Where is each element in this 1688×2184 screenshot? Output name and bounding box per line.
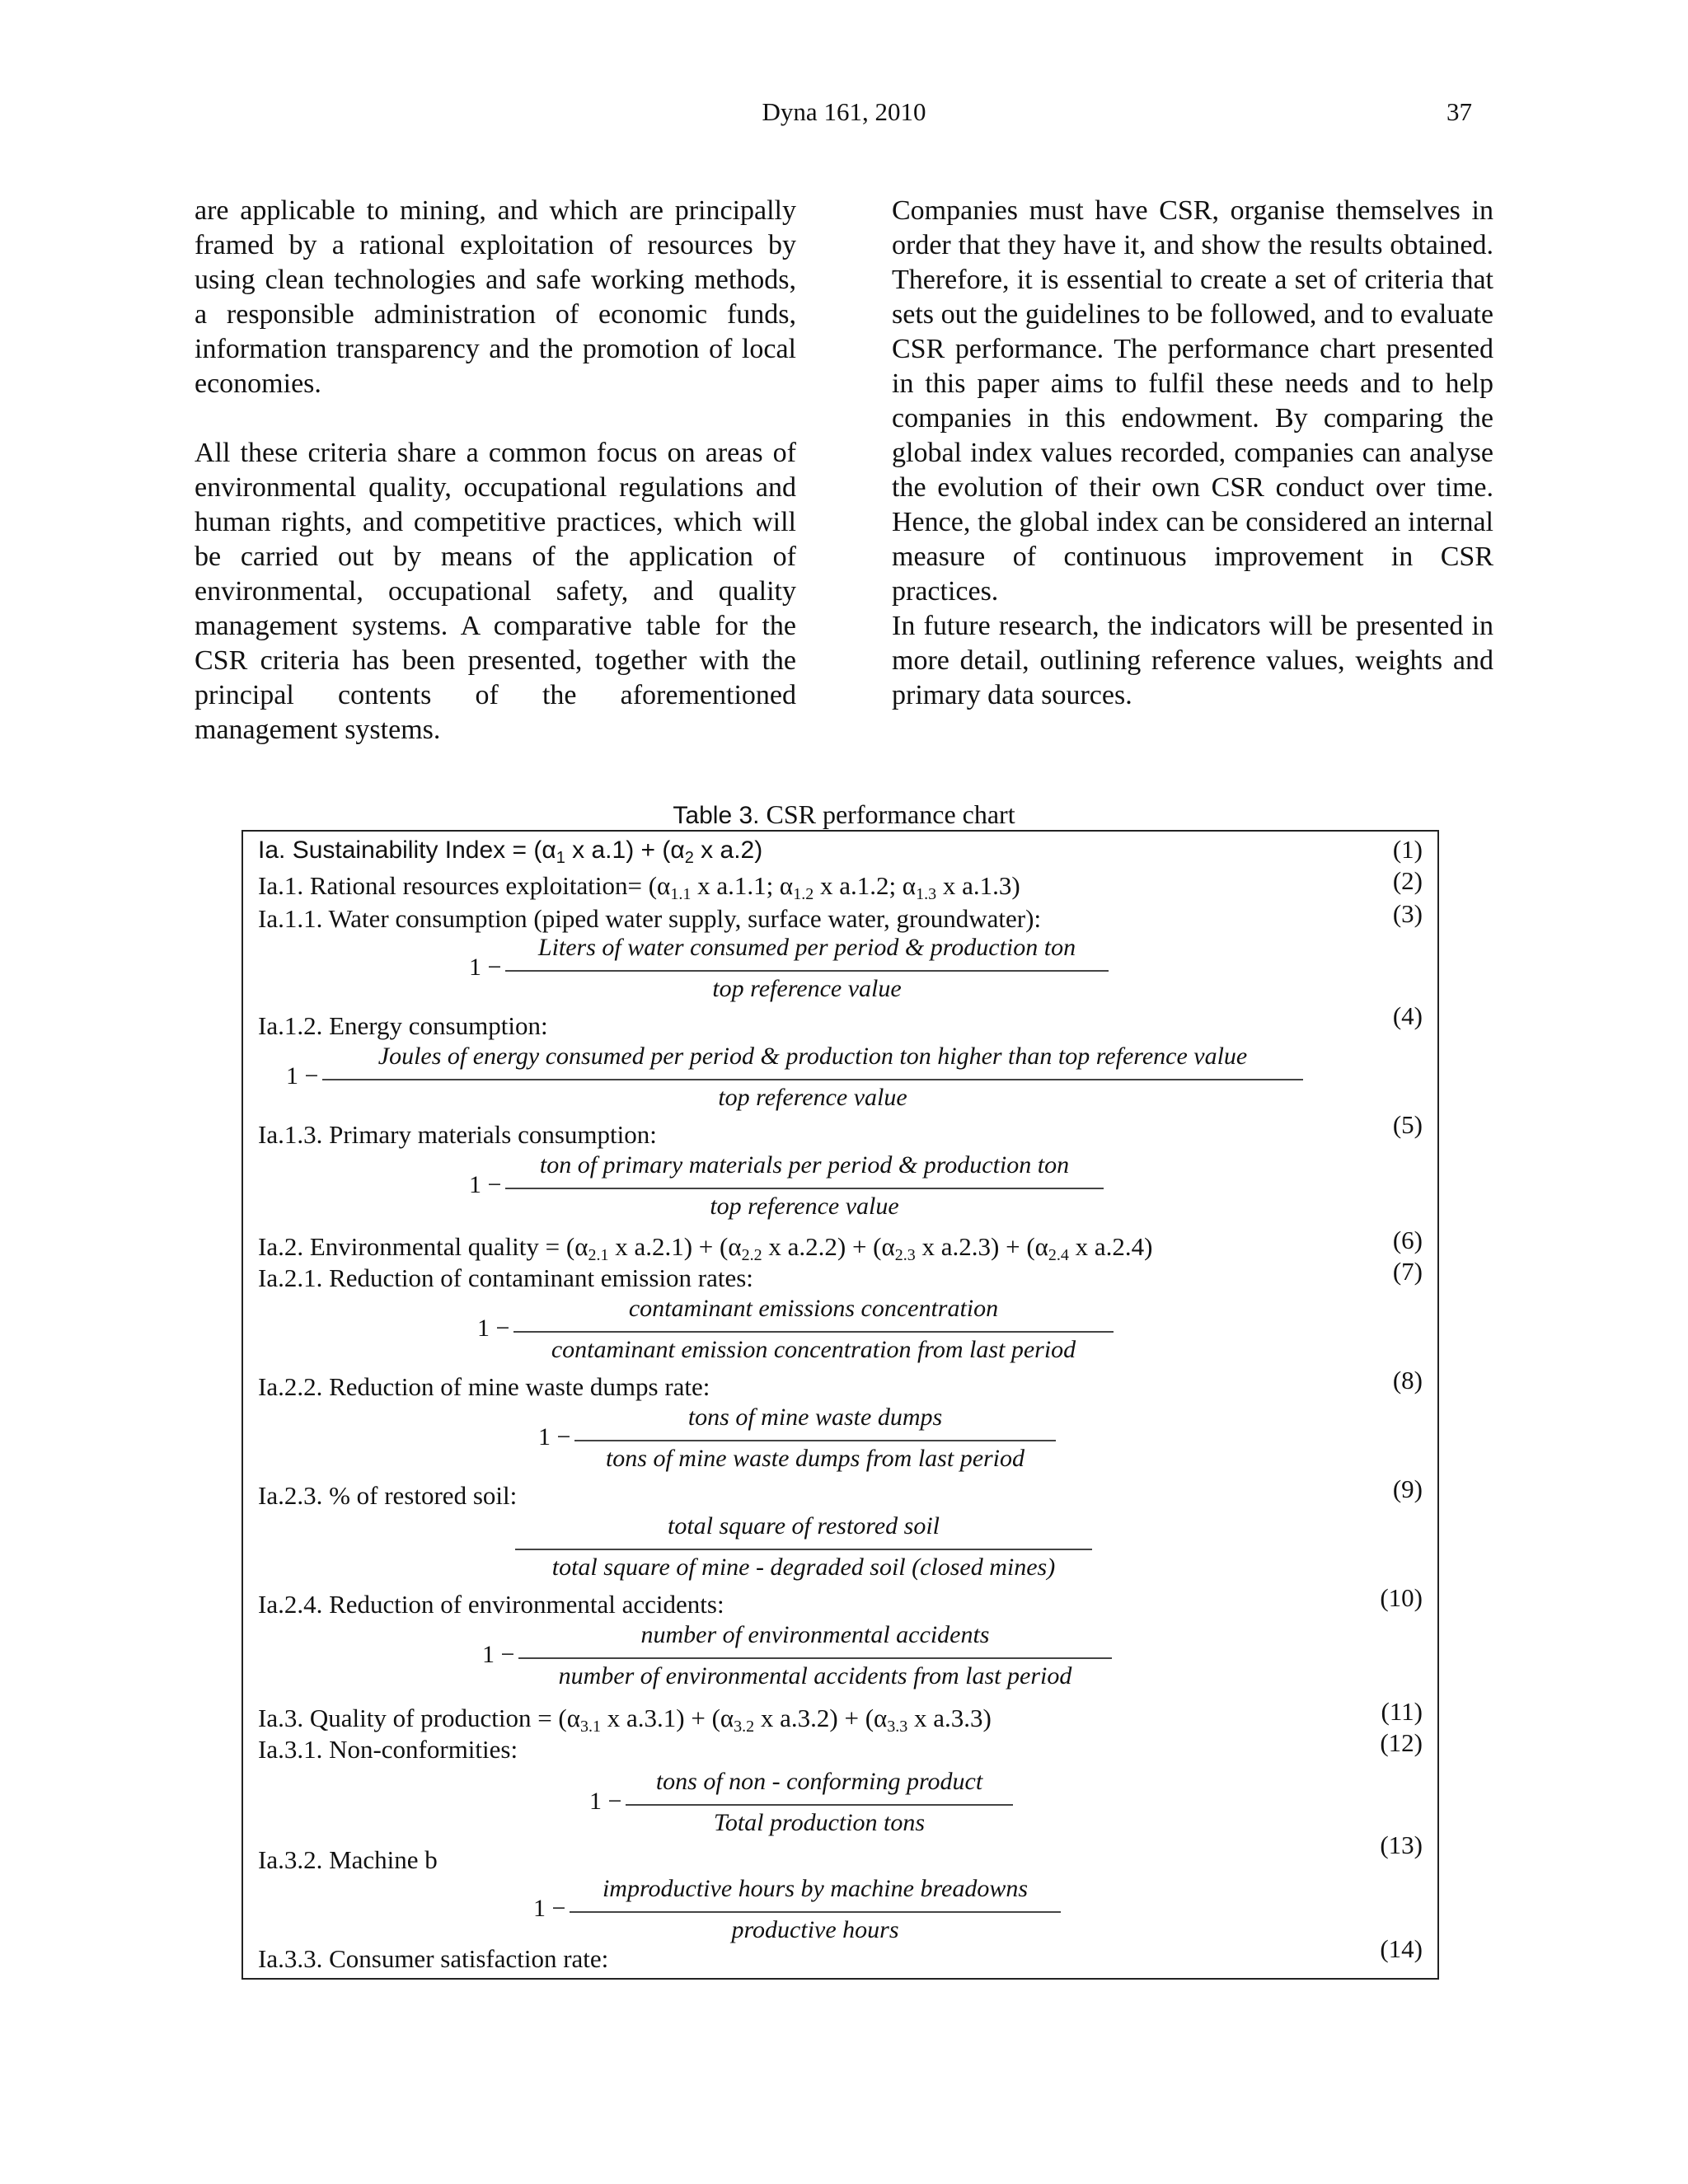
fraction-bar xyxy=(518,1657,1112,1659)
subscript: 3.3 xyxy=(887,1718,908,1736)
right-paragraph-2: In future research, the indicators will be presented in more detail, outlining reference values, weights and primary data sources. xyxy=(892,611,1493,710)
subscript: 2.2 xyxy=(741,1246,762,1264)
left-column xyxy=(195,194,796,748)
fraction-environmental-accidents xyxy=(518,1621,1112,1700)
one-minus: 1 − xyxy=(533,1895,566,1922)
fraction-bar xyxy=(515,1549,1092,1550)
subscript: 2.4 xyxy=(1048,1246,1069,1264)
row-ia1-rational-resources xyxy=(258,871,1020,901)
right-paragraph-1: Companies must have CSR, organise themselves in order that they have it, and show the results obtained. Therefore, it is essential to create a set of criteria that sets out the guidelines to be followed, and to evaluate CSR performance. The performance chart presented in this paper aims to fulfil these needs and to help companies in this endowment. By comparing the global index values recorded, companies can analyse the evolution of their own CSR conduct over time. Hence, the global index can be considered an internal measure of continuous improvement in CSR practices. xyxy=(892,195,1493,607)
row-text: x a.2.3) + (α xyxy=(915,1232,1048,1261)
numerator: number of environmental accidents xyxy=(640,1621,990,1648)
row-ia11-water: Ia.1.1. Water consumption (piped water supply, surface water, groundwater): xyxy=(258,904,1042,933)
one-minus: 1 − xyxy=(538,1423,571,1451)
row-text: x a.2.4) xyxy=(1068,1232,1153,1261)
equation-number: (1) xyxy=(1392,835,1423,864)
equation-number: (13) xyxy=(1380,1830,1423,1859)
journal-title: Dyna 161, 2010 xyxy=(762,97,926,126)
fraction-primary-materials xyxy=(505,1151,1104,1230)
subscript: 1 xyxy=(556,849,565,867)
table-label: Table 3. xyxy=(673,802,760,829)
equation-number: (11) xyxy=(1381,1697,1423,1726)
one-minus: 1 − xyxy=(482,1641,515,1668)
csr-performance-chart xyxy=(241,830,1439,1980)
row-ia32-machine-breakdowns: Ia.3.2. Machine b xyxy=(258,1845,438,1874)
equation-number: (12) xyxy=(1380,1728,1423,1757)
row-text: Ia.1. Rational resources exploitation= (α xyxy=(258,871,671,900)
denominator: top reference value xyxy=(718,1084,907,1111)
subscript: 1.1 xyxy=(670,885,692,903)
row-ia13-primary-materials: Ia.1.3. Primary materials consumption: xyxy=(258,1120,657,1149)
row-ia33-consumer-satisfaction: Ia.3.3. Consumer satisfaction rate: xyxy=(258,1944,609,1973)
numerator: ton of primary materials per period & production ton xyxy=(539,1151,1070,1179)
page-number: 37 xyxy=(1447,97,1472,126)
one-minus: 1 − xyxy=(589,1788,622,1815)
fraction-restored-soil xyxy=(515,1512,1092,1591)
fraction-bar xyxy=(626,1804,1013,1806)
row-text: Ia.2. Environmental quality = (α xyxy=(258,1232,588,1261)
denominator: number of environmental accidents from last period xyxy=(558,1662,1072,1690)
equation-number: (4) xyxy=(1392,1001,1423,1030)
subscript: 2.3 xyxy=(894,1246,916,1264)
fraction-contaminant-emissions xyxy=(513,1295,1114,1374)
row-text: Ia. Sustainability Index = (α xyxy=(258,837,556,864)
row-text: x a.3.3) xyxy=(907,1704,992,1732)
denominator: total square of mine - degraded soil (closed mines) xyxy=(551,1554,1056,1581)
row-ia21-contaminant-emissions: Ia.2.1. Reduction of contaminant emission rates: xyxy=(258,1263,753,1292)
numerator: contaminant emissions concentration xyxy=(628,1295,999,1322)
denominator: productive hours xyxy=(731,1916,899,1943)
equation-number: (2) xyxy=(1392,866,1423,895)
denominator: contaminant emission concentration from last period xyxy=(551,1336,1076,1363)
equation-number: (5) xyxy=(1392,1110,1423,1139)
subscript: 1.3 xyxy=(916,885,937,903)
row-text: x a.3.2) + (α xyxy=(754,1704,888,1732)
table-caption xyxy=(0,799,1688,830)
fraction-bar xyxy=(513,1331,1114,1333)
one-minus: 1 − xyxy=(286,1062,319,1090)
equation-number: (7) xyxy=(1392,1257,1423,1286)
row-text: x a.1.1; α xyxy=(691,871,794,900)
row-text: x a.1) + (α xyxy=(565,837,685,864)
numerator: Joules of energy consumed per period & production ton higher than top reference value xyxy=(377,1043,1248,1070)
denominator: top reference value xyxy=(712,975,902,1002)
fraction-non-conformities xyxy=(626,1768,1013,1847)
row-text: x a.2.2) + (α xyxy=(762,1232,895,1261)
equation-number: (14) xyxy=(1380,1934,1423,1963)
subscript: 2.1 xyxy=(588,1246,609,1264)
fraction-bar xyxy=(505,1188,1104,1189)
one-minus: 1 − xyxy=(477,1315,510,1342)
subscript: 2 xyxy=(684,849,694,867)
fraction-mine-waste xyxy=(574,1404,1056,1483)
row-text: x a.3.1) + (α xyxy=(601,1704,734,1732)
subscript: 3.1 xyxy=(580,1718,601,1736)
fraction-bar xyxy=(570,1911,1061,1913)
fraction-energy xyxy=(322,1043,1303,1122)
row-ia-sustainability-index xyxy=(258,837,762,865)
row-text: x a.1.2; α xyxy=(814,871,917,900)
fraction-bar xyxy=(322,1079,1303,1080)
numerator: Liters of water consumed per period & production ton xyxy=(537,934,1076,961)
equation-number: (8) xyxy=(1392,1366,1423,1394)
equation-number: (9) xyxy=(1392,1474,1423,1503)
row-ia24-environmental-accidents: Ia.2.4. Reduction of environmental accidents: xyxy=(258,1590,724,1619)
equation-number: (3) xyxy=(1392,899,1423,928)
row-ia2-environmental-quality xyxy=(258,1232,1152,1262)
left-paragraph-2: All these criteria share a common focus on areas of environmental quality, occupational regulations and human rights, and competitive practices, which will be carried out by means of the application of environmental, occupational safety, and quality management systems. A comparative table for the CSR criteria has been presented, together with the principal contents of the aforementioned management systems. xyxy=(195,438,796,745)
denominator: Total production tons xyxy=(713,1809,926,1836)
row-text: x a.2.1) + (α xyxy=(608,1232,742,1261)
row-text: x a.2) xyxy=(693,837,763,864)
fraction-water xyxy=(505,934,1109,1013)
row-ia22-mine-waste: Ia.2.2. Reduction of mine waste dumps rate: xyxy=(258,1372,710,1401)
one-minus: 1 − xyxy=(469,1171,502,1198)
row-ia31-non-conformities: Ia.3.1. Non-conformities: xyxy=(258,1735,518,1764)
equation-number: (10) xyxy=(1380,1583,1423,1612)
table-title: CSR performance chart xyxy=(766,799,1015,829)
row-ia23-restored-soil: Ia.2.3. % of restored soil: xyxy=(258,1481,518,1510)
right-column xyxy=(892,194,1493,713)
fraction-machine-breakdowns xyxy=(570,1875,1061,1954)
row-ia3-quality-of-production xyxy=(258,1704,992,1736)
equation-number: (6) xyxy=(1392,1226,1423,1254)
fraction-bar xyxy=(505,970,1109,972)
numerator: total square of restored soil xyxy=(668,1512,940,1540)
denominator: top reference value xyxy=(710,1193,899,1220)
subscript: 1.2 xyxy=(793,885,814,903)
row-ia12-energy: Ia.1.2. Energy consumption: xyxy=(258,1011,548,1040)
numerator: improductive hours by machine breadowns xyxy=(602,1875,1029,1902)
numerator: tons of non - conforming product xyxy=(655,1768,983,1795)
denominator: tons of mine waste dumps from last period xyxy=(605,1445,1025,1472)
one-minus: 1 − xyxy=(469,954,502,981)
numerator: tons of mine waste dumps xyxy=(687,1404,943,1431)
left-paragraph-1: are applicable to mining, and which are principally framed by a rational exploitation of resources by using clean technologies and safe working methods, a responsible administration of economic funds, information transparency and the promotion of local economies. xyxy=(195,195,796,399)
row-text: x a.1.3) xyxy=(936,871,1020,900)
row-text: Ia.3. Quality of production = (α xyxy=(258,1704,580,1732)
subscript: 3.2 xyxy=(734,1718,755,1736)
fraction-bar xyxy=(574,1440,1056,1441)
